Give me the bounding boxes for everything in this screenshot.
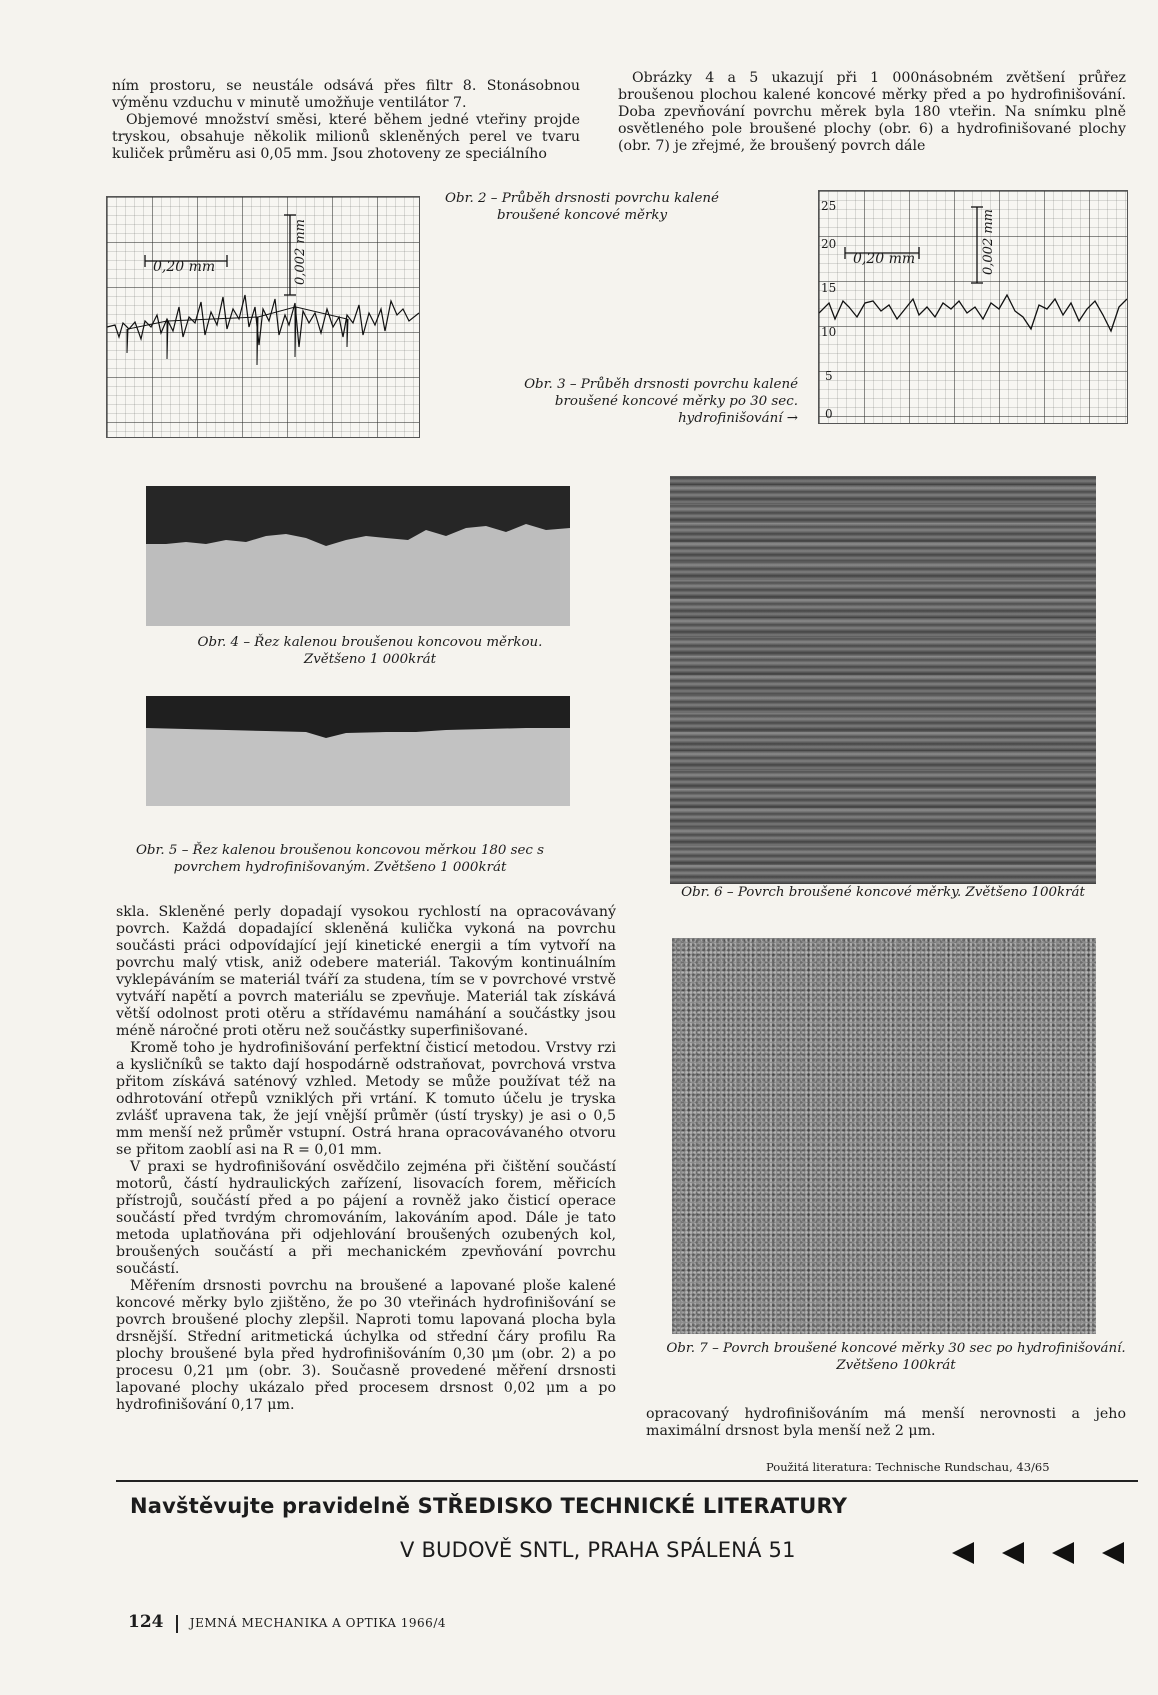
advert-arrows <box>952 1538 1142 1568</box>
paragraph: skla. Skleněné perly dopadají vysokou rychlostí na opracovávaný povrch. Každá dopadající skleněná kulička vykoná na povrchu součásti práci odpovídající její kinetické energii a tím vytvoří na povrchu malý vtisk, aniž odebere materiál. Takovým kontinuálním vyklepáváním se materiál tváří za studena, tím se v povrchové vrstvě vytváří napětí a povrch materiálu se zpevňuje. Materiál tak získává větší odolnost proti otěru a střídavému namáhání a součástky jsou méně náročné proti otěru než součástky superfinišované. <box>116 904 616 1039</box>
right-column-bottom-text <box>646 1406 1126 1440</box>
figure-3-caption: Obr. 3 – Průběh drsnosti povrchu kalené broušené koncové měrky po 30 sec. hydrofinišování → <box>524 377 798 426</box>
paragraph: Obrázky 4 a 5 ukazují při 1 000násobném zvětšení průřez broušenou plochou kalené koncové měrky před a po hydrofinišování. Doba zpevňování povrchu měrek byla 180 vteřin. Na snímku plně osvětleného pole broušené plochy (obr. 6) a hydrofinišované plochy (obr. 7) je zřejmé, že broušený povrch dále <box>618 70 1126 154</box>
figure-4-cross-section-photo <box>146 486 570 626</box>
tick-label: 10 <box>821 325 837 339</box>
figure-4-caption: Obr. 4 – Řez kalenou broušenou koncovou měrkou. Zvětšeno 1 000krát <box>197 635 543 667</box>
tick-label: 0 <box>825 407 833 421</box>
left-arrow-icon <box>1052 1542 1074 1564</box>
profile-line <box>107 295 419 347</box>
page-footer <box>128 1612 446 1633</box>
advert-line-1 <box>130 1494 847 1518</box>
figure-6-caption: Obr. 6 – Povrch broušené koncové měrky. Zvětšeno 100krát <box>681 885 1085 900</box>
left-arrow-icon <box>1002 1542 1024 1564</box>
tick-label: 5 <box>825 369 833 383</box>
paragraph: opracovaný hydrofinišováním má menší nerovnosti a jeho maximální drsnost byla menší než 2 μm. <box>646 1406 1126 1439</box>
advert-divider <box>116 1480 1138 1482</box>
figure-6-surface-photo <box>670 476 1096 884</box>
left-arrow-icon <box>1102 1542 1124 1564</box>
journal-name: JEMNÁ MECHANIKA A OPTIKA 1966/4 <box>189 1616 446 1630</box>
tick-label: 20 <box>821 237 837 251</box>
paragraph: Objemové množství směsi, které během jedné vteřiny projde tryskou, obsahuje několik milionů skleněných perel ve tvaru kuliček průměru asi 0,05 mm. Jsou zhotoveny ze speciálního <box>112 112 580 162</box>
paragraph: Měřením drsnosti povrchu na broušené a lapované ploše kalené koncové měrky bylo zjištěno, že po 30 vteřinách hydrofinišování se povrch broušené plochy zlepšil. Naproti tomu lapovaná plocha byla drsnější. Střední aritmetická úchylka od střední čáry profilu Ra plochy broušené byla před hydrofinišováním 0,30 μm (obr. 2) a po procesu 0,21 μm (obr. 3). Současně provedené měření drsnosti lapované plochy ukázalo před procesem drsnost 0,02 μm a po hydrofinišování 0,17 μm. <box>116 1278 616 1413</box>
scale-label-horizontal: 0,20 mm <box>153 259 216 275</box>
roughness-profile-trace <box>107 197 419 437</box>
cross-section-profile <box>146 696 570 806</box>
advert-line-2: V BUDOVĚ SNTL, PRAHA SPÁLENÁ 51 <box>400 1538 796 1562</box>
figure-3-roughness-graph <box>818 190 1128 424</box>
scale-label-horizontal: 0,20 mm <box>853 251 916 267</box>
scale-label-vertical: 0,002 mm <box>293 218 308 285</box>
left-column-bottom-text <box>116 904 616 1414</box>
figure-2-caption: Obr. 2 – Průběh drsnosti povrchu kalené broušené koncové měrky <box>445 191 719 223</box>
footer-divider <box>176 1615 178 1633</box>
scale-label-vertical: 0,002 mm <box>981 208 996 275</box>
figure-5-caption: Obr. 5 – Řez kalenou broušenou koncovou měrkou 180 sec s povrchem hydrofinišovaným. Zvětšeno 1 000krát <box>135 843 545 875</box>
reference-note: Použitá literatura: Technische Rundschau, 43/65 <box>766 1460 1050 1474</box>
figure-7-caption: Obr. 7 – Povrch broušené koncové měrky 30 sec po hydrofinišování. Zvětšeno 100krát <box>666 1341 1126 1373</box>
profile-line <box>819 295 1127 331</box>
figure-5-cross-section-photo <box>146 696 570 806</box>
cross-section-profile <box>146 486 570 626</box>
left-column-top-text <box>112 78 580 163</box>
paragraph: ním prostoru, se neustále odsává přes filtr 8. Stonásobnou výměnu vzduchu v minutě umožňuje ventilátor 7. <box>112 78 580 111</box>
paragraph: Kromě toho je hydrofinišování perfektní čisticí metodou. Vrstvy rzi a kysličníků se takto dají hospodárně odstraňovat, povrchová vrstva přitom získává saténový vzhled. Metody se může používat též na odhrotování otřepů vzniklých při vrtání. K tomuto účelu je tryska zvlášť upravena tak, že její vnější průměr (ústí trysky) je asi o 0,5 mm menší než průměr vstupní. Ostrá hrana opracovávaného otvoru se přitom zaoblí asi na R = 0,01 mm. <box>116 1040 616 1158</box>
figure-7-surface-photo <box>672 938 1096 1334</box>
paragraph: V praxi se hydrofinišování osvědčilo zejména při čištění součástí motorů, částí hydraulických zařízení, lisovacích forem, měřicích přístrojů, součástí před a po pájení a rovněž jako čisticí operace součástí před tvrdým chromováním, lakováním apod. Dále je tato metoda uplatňována při odjehlování broušených ozubených kol, broušených součástí a při mechanickém zpevňování povrchu součástí. <box>116 1159 616 1277</box>
tick-label: 15 <box>821 281 837 295</box>
left-arrow-icon <box>952 1542 974 1564</box>
advert-prefix: Navštěvujte pravidelně <box>130 1494 418 1518</box>
page-number: 124 <box>128 1612 164 1632</box>
tick-label: 25 <box>821 199 837 213</box>
advert-bold: STŘEDISKO TECHNICKÉ LITERATURY <box>417 1494 848 1518</box>
roughness-profile-trace <box>819 191 1127 423</box>
figure-2-roughness-graph <box>106 196 420 438</box>
right-column-top-text <box>618 70 1126 155</box>
